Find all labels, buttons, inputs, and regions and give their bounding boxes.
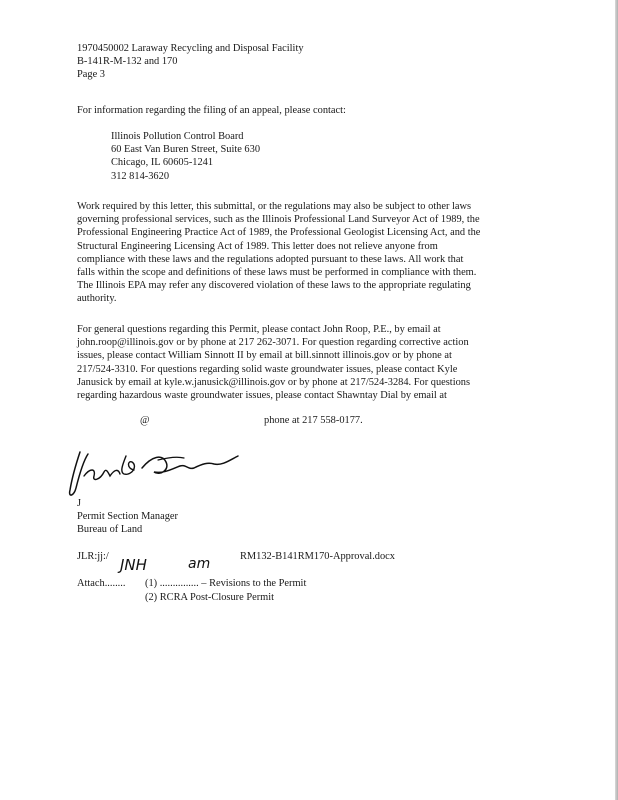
board-address [111,130,260,183]
laws-paragraph [77,200,480,306]
attachments-label: Attach........ [77,578,126,589]
board-phone: 312 814-3620 [111,170,170,182]
typist-initials: JLR:jj:/ [77,551,109,562]
contacts-line: regarding hazardous waste groundwater issues, please contact Shawntay Dial by email at [77,390,447,402]
contacts-line: 217/524-3310. For questions regarding solid waste groundwater issues, please contact Kyle [77,363,458,375]
laws-line: compliance with these laws and the regulations adopted pursuant to these laws. All work that [77,253,464,265]
laws-line: falls within the scope and definitions of these laws must be performed in compliance with them. [77,267,477,279]
laws-line: Work required by this letter, this submittal, or the regulations may also be subject to other laws [77,201,472,212]
laws-line: governing professional services, such as the Illinois Professional Land Surveyor Act of 1989, the [77,214,480,226]
header-facility-line: 1970450002 Laraway Recycling and Disposal Facility [77,43,304,54]
appeal-intro: For information regarding the filing of an appeal, please contact: [77,105,346,116]
header-page-number: Page 3 [77,69,105,81]
handwritten-signature [62,442,242,504]
board-name: Illinois Pollution Control Board [111,131,244,142]
handwritten-initials-jnh: JNH [120,556,147,574]
contacts-paragraph [77,323,470,402]
signer-title: Permit Section Manager [77,511,178,522]
board-street: 60 East Van Buren Street, Suite 630 [111,144,261,156]
contacts-line: For general questions regarding this Permit, please contact John Roop, P.E., by email at [77,324,441,335]
laws-line: The Illinois EPA may refer any discovered violation of these laws to the appropriate regulating [77,280,471,292]
contacts-last-phone: phone at 217 558-0177. [264,415,363,426]
signature-block [77,510,178,536]
attachment-2: (2) RCRA Post-Closure Permit [145,592,275,603]
board-city: Chicago, IL 60605-1241 [111,157,214,169]
attachment-1: (1) ............... – Revisions to the Permit [145,578,307,589]
letter-header [77,42,304,82]
signature-mark: J [77,498,82,509]
document-filename: RM132-B141RM170-Approval.docx [240,551,395,562]
header-permit-number: B-141R-M-132 and 170 [77,56,178,68]
signer-bureau: Bureau of Land [77,524,143,536]
redacted-email-at: @ [140,415,150,426]
handwritten-initials-am: am [188,556,211,572]
contacts-line: john.roop@illinois.gov or by phone at 217 262-3071. For question regarding corrective action [77,337,469,349]
contacts-line: Janusick by email at kyle.w.janusick@illinois.gov or by phone at 217/524-3284. For questions [77,376,471,388]
laws-line: Professional Engineering Practice Act of 1989, the Professional Geologist Licensing Act, and the [77,227,481,239]
laws-line: Structural Engineering Licensing Act of 1989. This letter does not relieve anyone from [77,240,438,252]
contacts-line: issues, please contact William Sinnott II by email at bill.sinnott illinois.gov or by phone at [77,350,452,362]
laws-line: authority. [77,293,117,305]
